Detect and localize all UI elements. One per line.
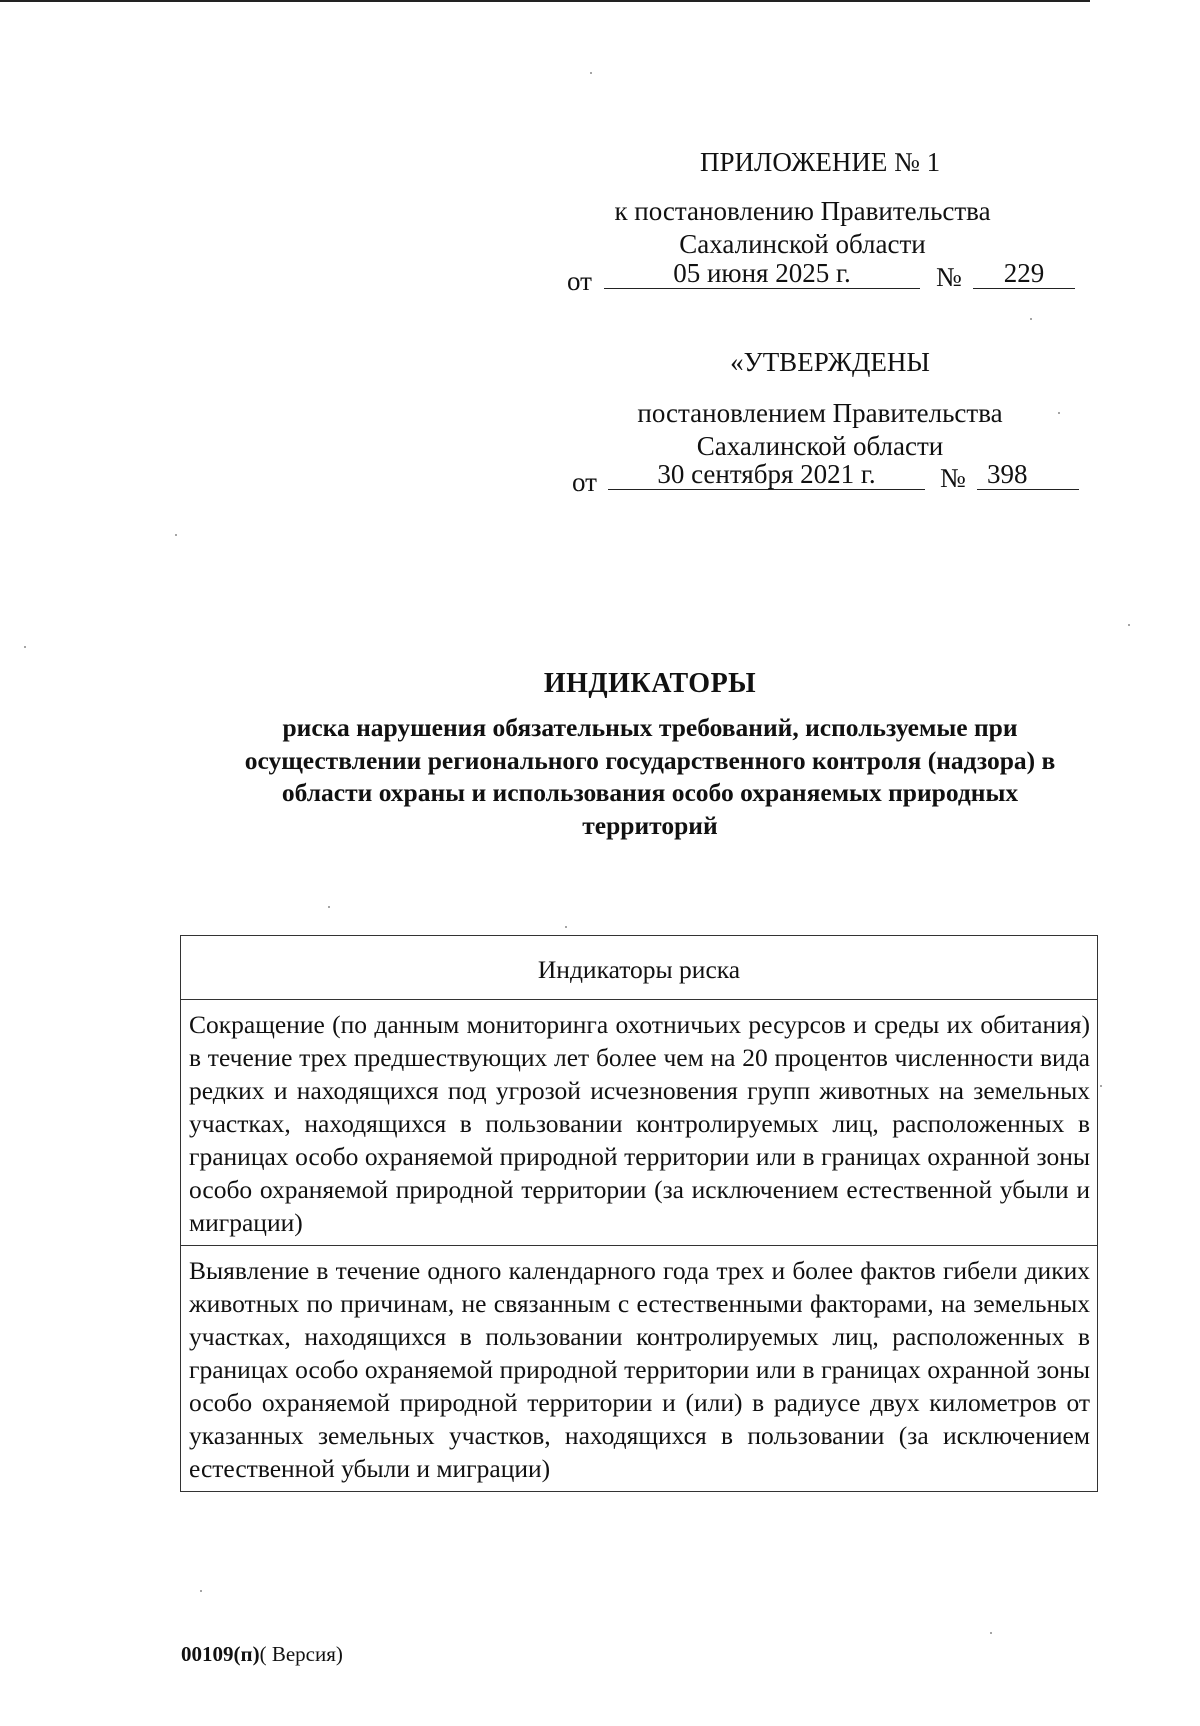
document-version: ( Версия) <box>259 1642 343 1666</box>
appendix-number: 229 <box>973 258 1075 289</box>
document-subtitle-block <box>185 712 1115 842</box>
appendix-from-label: от <box>567 266 592 296</box>
scan-speck <box>328 906 330 908</box>
appendix-date: 05 июня 2025 г. <box>604 258 920 289</box>
footer-code-line <box>181 1642 343 1667</box>
appendix-line-1: к постановлению Правительства <box>614 196 991 226</box>
approved-from-label: от <box>572 467 597 497</box>
document-title: ИНДИКАТОРЫ <box>543 668 757 699</box>
document-subtitle-line: риска нарушения обязательных требований, используемые при <box>282 713 1018 742</box>
scan-speck <box>990 1632 992 1634</box>
approved-date: 30 сентября 2021 г. <box>608 459 925 490</box>
appendix-heading: ПРИЛОЖЕНИЕ № 1 <box>700 147 941 177</box>
approved-number-label: № <box>940 463 966 493</box>
appendix-number-label: № <box>936 262 962 292</box>
document-code: 00109(п) <box>181 1642 260 1666</box>
risk-indicators-table <box>180 935 1098 1492</box>
approved-block <box>560 0 1120 500</box>
scan-speck <box>1128 624 1130 626</box>
document-subtitle-line: области охраны и использования особо охраняемых природных <box>281 778 1019 807</box>
scan-speck <box>565 926 567 928</box>
scan-speck <box>200 1590 202 1592</box>
approved-line-2: Сахалинской области <box>696 431 944 461</box>
approved-number: 398 <box>977 459 1079 490</box>
scan-speck <box>1100 1085 1102 1087</box>
appendix-line-2: Сахалинской области <box>679 229 926 259</box>
approved-heading: «УТВЕРЖДЕНЫ <box>730 347 930 377</box>
document-title-block <box>185 668 1115 700</box>
table-row: Сокращение (по данным мониторинга охотничьих ресурсов и среды их обитания) в течение трех предшествующих лет более чем на 20 процентов численности вида редких и находящихся под угрозой исчезновения групп животных на земельных участках, находящихся в пользовании контролируемых лиц, расположенных в границах особо охраняемой природной территории или в границах охранной зоны особо охраняемой природной территории (за исключением естественной убыли и миграции) <box>189 1010 1090 1237</box>
approved-line-1: постановлением Правительства <box>637 398 1003 428</box>
scan-speck <box>175 534 177 536</box>
scan-speck <box>24 646 26 648</box>
table-header: Индикаторы риска <box>181 936 1097 1000</box>
table-row: Выявление в течение одного календарного года трех и более фактов гибели диких животных по причинам, не связанным с естественными факторами, на земельных участках, находящихся в пользовании контролируемых лиц, расположенных в границах особо охраняемой природной территории или в границах охранной зоны особо охраняемой природной территории и (или) в радиусе двух километров от указанных земельных участков, находящихся в пользовании (за исключением естественной убыли и миграции) <box>181 1245 1097 1491</box>
document-subtitle-line: территорий <box>582 810 718 840</box>
document-subtitle-line: осуществлении регионального государственного контроля (надзора) в <box>244 745 1056 775</box>
